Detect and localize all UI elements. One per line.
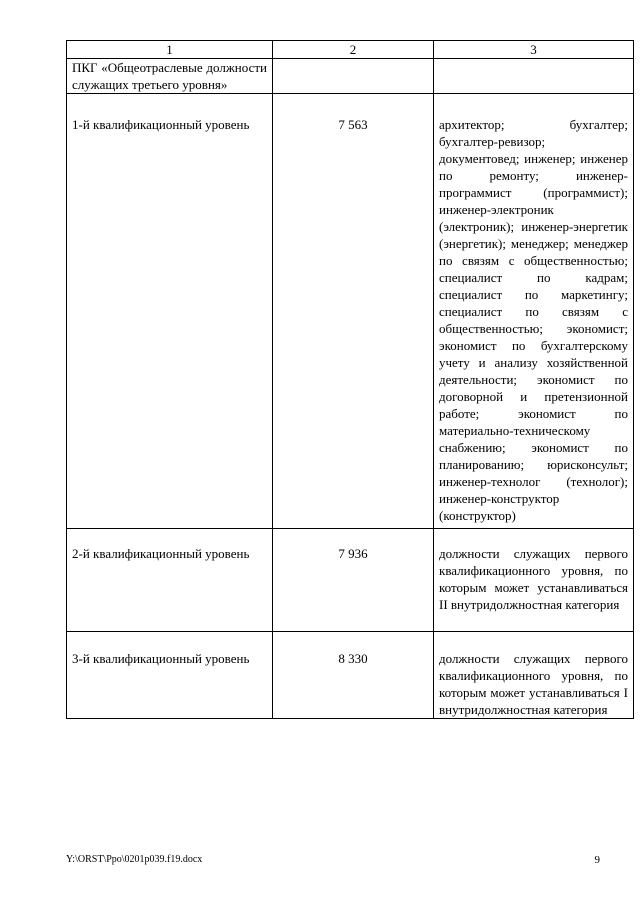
header-col-2: 2 xyxy=(273,41,434,59)
header-col-3: 3 xyxy=(434,41,634,59)
salary-table xyxy=(66,40,634,719)
page-number: 9 xyxy=(594,854,600,866)
level-name: 2-й квалификационный уровень xyxy=(72,546,250,561)
positions-list: должности служащих первого квалификационного уровня, по которым может устанавливаться I внутридолжностная категория xyxy=(439,651,628,717)
salary-value: 7 936 xyxy=(338,546,368,561)
positions-list: должности служащих первого квалификационного уровня, по которым может устанавливаться II внутридолжностная категория xyxy=(439,546,628,612)
salary-value: 8 330 xyxy=(338,651,368,666)
table-row xyxy=(67,529,634,632)
table-row xyxy=(67,632,634,719)
table-row-group xyxy=(67,59,634,94)
level-name: 3-й квалификационный уровень xyxy=(72,651,250,666)
file-path: Y:\ORST\Ppo\0201p039.f19.docx xyxy=(66,854,203,865)
table-header-row xyxy=(67,41,634,59)
table-row xyxy=(67,94,634,529)
group-title: ПКГ «Общеотраслевые должности служащих третьего уровня» xyxy=(72,60,267,92)
salary-value: 7 563 xyxy=(338,117,368,132)
positions-list: архитектор; бухгалтер; бухгалтер-ревизор; документовед; инженер; инженер по ремонту; инженер-программист (программист); инженер-электроник (электроник); инженер-энергетик (энергетик); менеджер; менеджер по связям с общественностью; специалист по кадрам; специалист по маркетингу; специалист по связям с общественностью; экономист; экономист по бухгалтерскому учету и анализу хозяйственной деятельности; экономист по договорной и претензионной работе; экономист по материально-техническому снабжению; экономист по планированию; юрисконсульт; инженер-технолог (технолог); инженер-конструктор (конструктор) xyxy=(439,117,628,523)
header-col-1: 1 xyxy=(67,41,273,59)
level-name: 1-й квалификационный уровень xyxy=(72,117,250,132)
